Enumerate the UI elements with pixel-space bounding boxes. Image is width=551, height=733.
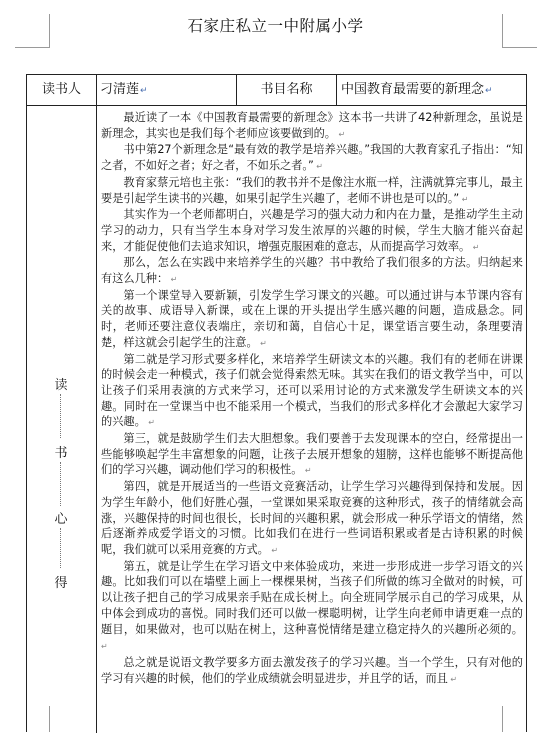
paragraph: 第四，就是开展适当的一些语文竞赛活动，让学生学习兴趣得到保持和发展。因为学生年龄小，他们好胜心强，一堂课如果采取竞赛的这种形式，孩子的情绪就会高涨，兴趣保持的时间也很长，长时间的兴趣积累，就会形成一种乐学语文的情绪，然后逐渐养成爱学语文的习惯。比如我们在进行一些词语积累或者是古诗积累的时候呢，我们就可以采用竞赛的方式。 ↵ (101, 479, 523, 559)
paragraph: 第三，就是鼓励学生们去大胆想象。我们要善于去发现课本的空白，经常提出一些能够唤起学生丰富想象的问题，让孩子去展开想象的翅膀，这样也能够不断提高他们的学习兴趣，调动他们学习的积极性。 ↵ (101, 431, 523, 479)
crop-mark (15, 47, 50, 48)
book-title: 中国教育最需要的新理念 (341, 82, 485, 97)
dotted-leader (60, 394, 63, 438)
crop-mark (502, 47, 537, 48)
table-header-row (27, 75, 526, 106)
reader-label: 读书人 (27, 75, 97, 105)
book-title-cell[interactable] (337, 75, 526, 105)
dotted-leader (60, 528, 63, 568)
side-char-xin: 心 (54, 512, 68, 527)
paragraph: 第一个课堂导入要新颖，引发学生学习课文的兴趣。可以通过讲与本节课内容有关的故事、成语导入新课，或在上课的开头提出学生感兴趣的问题，造成悬念。同时，老师还要注意仪表端庄，亲切和蔼，自信心十足，课堂语言要生动，条理要清楚，样这就会引起学生的注意。 ↵ (101, 288, 523, 352)
side-label-cell (27, 106, 97, 733)
reading-notes-text[interactable] (101, 110, 523, 687)
paragraph: 最近读了一本《中国教育最需要的新理念》这本书一共讲了42种新理念，虽说是新理念，其实也是我们每个老师应该要做到的。 ↵ (101, 110, 523, 142)
paragraph: 书中第27个新理念是“最有效的教学是培养兴趣。”我国的大教育家孔子指出：“知之者，不如好之者；好之者，不如乐之者。” ↵ (101, 142, 523, 174)
paragraph-mark-icon: ↵ (140, 86, 148, 96)
paragraph: 那么，怎么在实践中来培养学生的兴趣？书中教给了我们很多的方法。归纳起来有这么几种： ↵ (101, 255, 523, 287)
side-char-du: 读 (54, 378, 68, 393)
reader-name: 刁清莲 (100, 82, 140, 97)
paragraph: 总之就是说语文教学要多方面去激发孩子的学习兴趣。当一个学生，只有对他的学习有兴趣的时候，他们的学业成绩就会明显进步，并且学的话，而且 ↵ (101, 655, 523, 687)
side-char-de: 得 (54, 576, 68, 591)
book-label: 书目名称 (237, 75, 337, 105)
paragraph: 第五，就是让学生在学习语文中来体验成功，来进一步形成进一步学习语文的兴趣。比如我们可以在墙壁上画上一棵棵果树，当孩子们所做的练习全做对的时候，可以让孩子把自己的学习成果亲手贴在成长树上。向全班同学展示自己的学习成果，从中体会到成功的喜悦。同时我们还可以做一棵聪明树，让学生向老师申请更难一点的题目，如果做对，也可以贴在树上，这种喜悦情绪是建立稳定持久的兴趣所必须的。 ↵ (101, 559, 523, 655)
paragraph: 第二就是学习形式要多样化，来培养学生研读文本的兴趣。我们有的老师在讲课的时候会走一种模式，孩子们就会觉得索然无味。其实在我们的语文教学当中，可以让孩子们采用表演的方式来学习，还可以采用讨论的方式来激发学生研读文本的兴趣。同时在一堂课当中也不能采用一个模式，当我们的形式多样化才会激起大家学习的兴趣。 ↵ (101, 352, 523, 432)
paragraph-mark-icon: ↵ (485, 86, 493, 96)
dotted-leader (60, 462, 63, 506)
reader-name-cell[interactable] (97, 75, 237, 105)
side-char-shu: 书 (54, 446, 68, 461)
page-title: 石家庄私立一中附属小学 (187, 17, 364, 35)
paragraph: 教育家蔡元培也主张：“我们的教书并不是像注水瓶一样，注满就算完事儿，最主要是引起学生读书的兴趣，如果引起学生兴趣了，老师不讲也是可以的。” ↵ (101, 175, 523, 207)
paragraph: 其实作为一个老师都明白，兴趣是学习的强大动力和内在力量，是推动学生主动学习的动力，只有当学生本身对学习发生浓厚的兴趣的时候，学生大脑才能兴奋起来，才能促使他们去追求知识，增强克服困难的意志，从而提高学习效率。 ↵ (101, 207, 523, 255)
reading-notes-table (26, 74, 527, 732)
table-body-row (27, 106, 526, 733)
